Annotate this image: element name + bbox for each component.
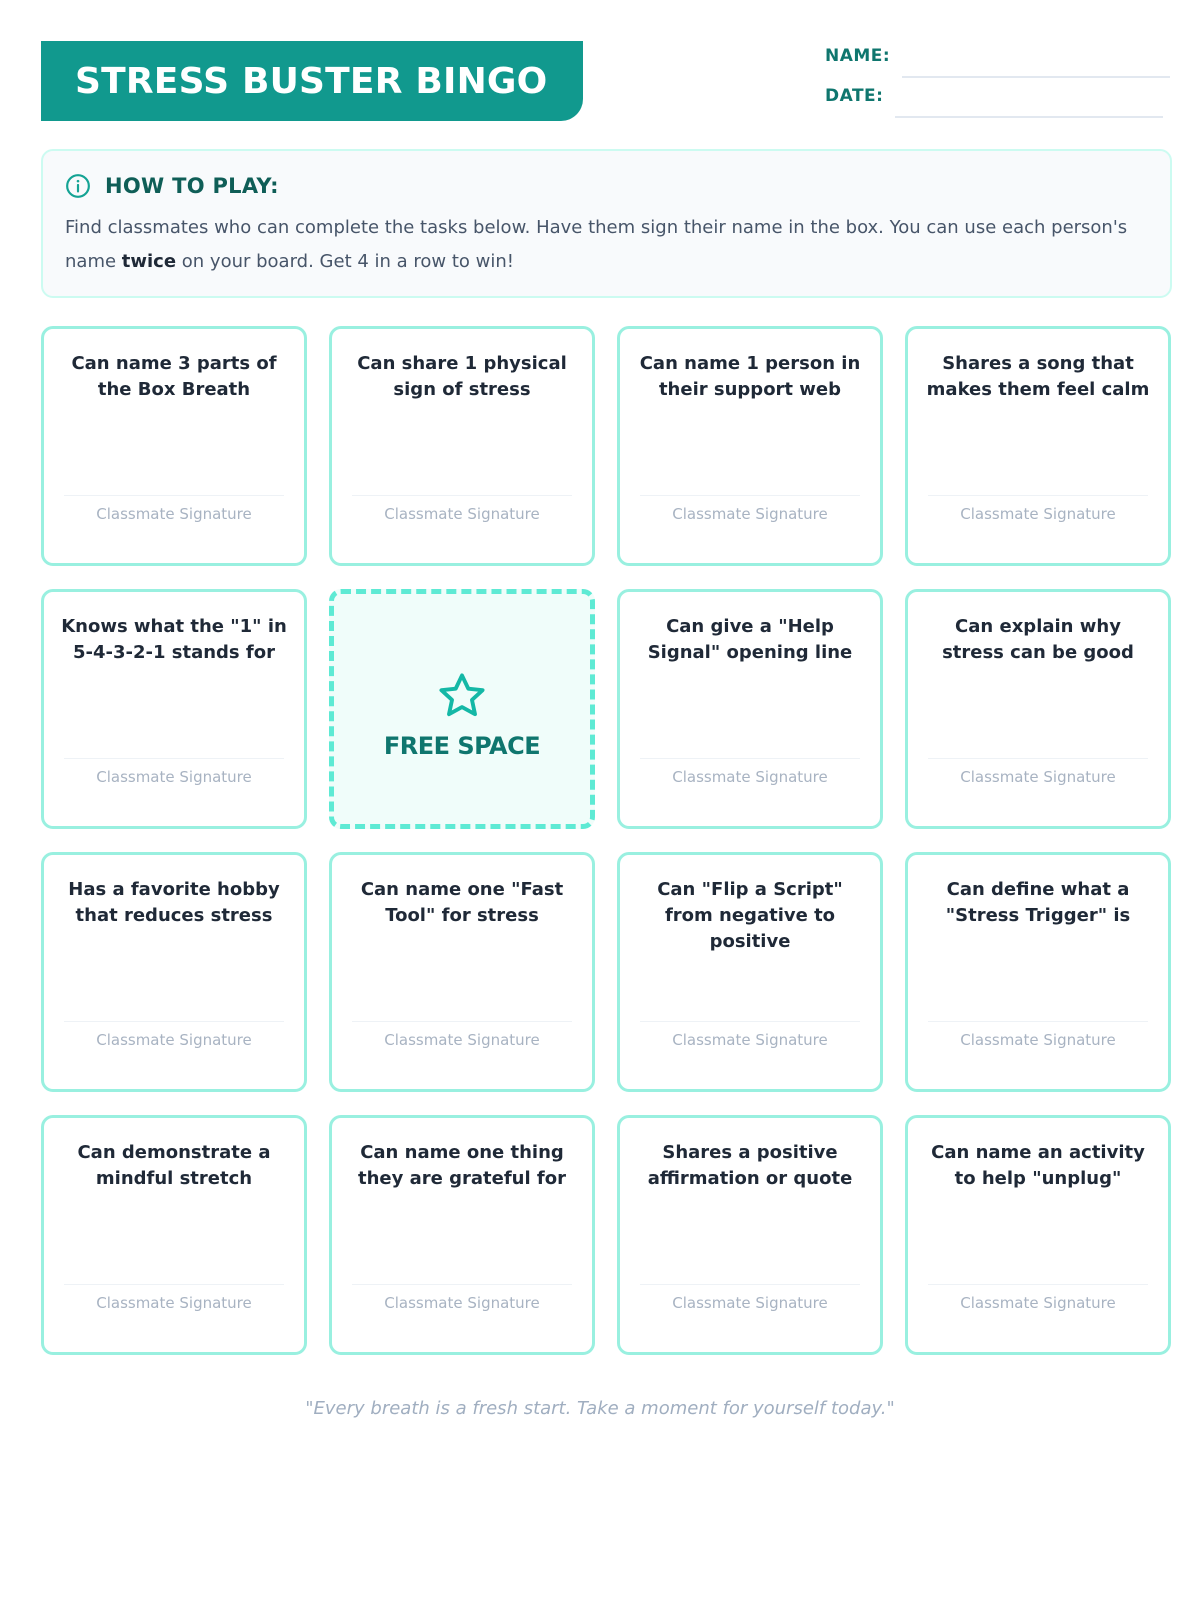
signature-line[interactable] [64,1021,284,1022]
signature-line[interactable] [928,1284,1148,1285]
bingo-task: Has a favorite hobby that reduces stress [68,879,280,926]
signature-label: Classmate Signature [960,1031,1116,1049]
info-icon [65,173,91,199]
signature-line[interactable] [928,495,1148,496]
date-label: DATE: [825,86,884,106]
signature-line[interactable] [640,758,860,759]
bingo-task: Can demonstrate a mindful stretch [77,1142,271,1189]
bingo-cell[interactable] [329,852,595,1092]
bingo-cell[interactable] [617,589,883,829]
name-field [825,46,1170,66]
signature-line[interactable] [928,758,1148,759]
star-icon [436,670,488,722]
date-field [825,86,1163,106]
signature-label: Classmate Signature [960,505,1116,523]
signature-label: Classmate Signature [672,768,828,786]
bingo-task: Shares a song that makes them feel calm [926,353,1150,400]
how-to-play-box [41,149,1172,298]
bingo-task: Shares a positive affirmation or quote [647,1142,853,1189]
instructions-text-end: on your board. Get 4 in a row to win! [176,251,515,272]
signature-line[interactable] [64,758,284,759]
signature-label: Classmate Signature [96,768,252,786]
how-to-play-header [65,173,1148,199]
signature-line[interactable] [64,495,284,496]
page-title: STRESS BUSTER BINGO [75,60,548,102]
name-label: NAME: [825,46,891,66]
signature-line[interactable] [928,1021,1148,1022]
bingo-board [41,326,1172,1355]
signature-label: Classmate Signature [96,505,252,523]
signature-line[interactable] [640,1021,860,1022]
name-input-line[interactable] [902,76,1170,78]
signature-label: Classmate Signature [384,1294,540,1312]
footer-quote: "Every breath is a fresh start. Take a moment for yourself today." [305,1398,895,1419]
signature-line[interactable] [640,1284,860,1285]
how-to-play-heading: HOW TO PLAY: [105,174,279,198]
bingo-cell[interactable] [617,852,883,1092]
signature-line[interactable] [64,1284,284,1285]
bingo-cell[interactable] [905,1115,1171,1355]
bingo-cell[interactable] [41,326,307,566]
signature-label: Classmate Signature [960,768,1116,786]
signature-label: Classmate Signature [960,1294,1116,1312]
bingo-task: Can "Flip a Script" from negative to positive [657,879,843,952]
bingo-cell[interactable] [617,1115,883,1355]
bingo-cell[interactable] [41,1115,307,1355]
bingo-cell[interactable] [329,1115,595,1355]
bingo-task: Can share 1 physical sign of stress [357,353,567,400]
bingo-task: Can name one thing they are grateful for [357,1142,566,1189]
signature-line[interactable] [640,495,860,496]
instructions-text-bold: twice [121,251,177,272]
title-banner [41,41,583,121]
signature-label: Classmate Signature [96,1294,252,1312]
bingo-cell[interactable] [41,589,307,829]
bingo-task: Can name 1 person in their support web [639,353,861,400]
bingo-task: Can define what a "Stress Trigger" is [945,879,1131,926]
how-to-play-text [65,211,1148,279]
signature-line[interactable] [352,495,572,496]
bingo-task: Knows what the "1" in 5-4-3-2-1 stands for [61,616,287,663]
bingo-task: Can explain why stress can be good [942,616,1134,663]
bingo-cell[interactable] [905,589,1171,829]
instructions-text-start: Find classmates who can complete the tasks below. Have them sign their name in the box. You can use each person's name [65,217,1128,272]
bingo-cell[interactable] [905,852,1171,1092]
signature-label: Classmate Signature [672,505,828,523]
bingo-cell[interactable] [41,852,307,1092]
signature-line[interactable] [352,1021,572,1022]
bingo-task: Can name an activity to help "unplug" [931,1142,1145,1189]
free-space-cell [329,589,595,829]
bingo-task: Can name 3 parts of the Box Breath [71,353,277,400]
signature-line[interactable] [352,1284,572,1285]
signature-label: Classmate Signature [672,1294,828,1312]
bingo-cell[interactable] [905,326,1171,566]
bingo-cell[interactable] [617,326,883,566]
signature-label: Classmate Signature [384,505,540,523]
bingo-task: Can give a "Help Signal" opening line [647,616,853,663]
signature-label: Classmate Signature [672,1031,828,1049]
bingo-task: Can name one "Fast Tool" for stress [360,879,564,926]
date-input-line[interactable] [895,116,1163,118]
bingo-cell[interactable] [329,326,595,566]
free-space-label: FREE SPACE [383,732,541,760]
signature-label: Classmate Signature [96,1031,252,1049]
signature-label: Classmate Signature [384,1031,540,1049]
